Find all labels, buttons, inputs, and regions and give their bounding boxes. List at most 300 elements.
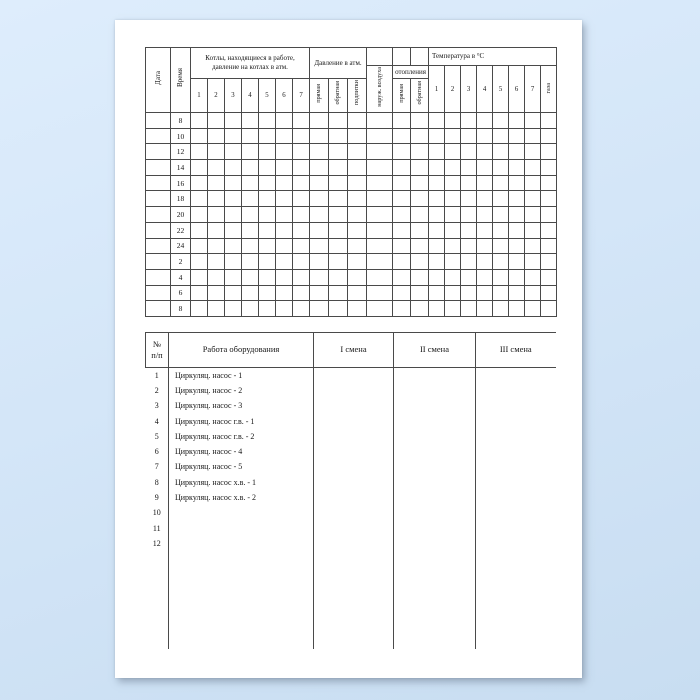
- heating-group-header: отопления: [393, 66, 429, 79]
- equipment-name: Циркуляц. насос х.в. - 1: [169, 475, 314, 490]
- log-entry-cell: [525, 191, 541, 207]
- log-entry-cell: [191, 160, 208, 176]
- log-entry-cell: [208, 191, 225, 207]
- log-entry-cell: [411, 175, 429, 191]
- date-cell: [146, 175, 171, 191]
- log-entry-cell: [429, 175, 445, 191]
- log-entry-cell: [276, 144, 293, 160]
- log-entry-cell: [276, 113, 293, 129]
- log-entry-cell: [293, 144, 310, 160]
- log-row: [146, 113, 557, 129]
- time-cell: 8: [171, 301, 191, 317]
- boiler-log-table: [145, 47, 557, 317]
- log-entry-cell: [208, 144, 225, 160]
- log-entry-cell: [191, 207, 208, 223]
- equipment-name: Циркуляц. насос - 1: [169, 368, 314, 383]
- date-cell: [146, 207, 171, 223]
- log-entry-cell: [276, 207, 293, 223]
- log-entry-cell: [411, 301, 429, 317]
- log-entry-cell: [276, 269, 293, 285]
- log-entry-cell: [393, 160, 411, 176]
- log-entry-cell: [191, 285, 208, 301]
- shift-2-cell: [394, 444, 476, 459]
- log-entry-cell: [461, 128, 477, 144]
- log-entry-cell: [393, 238, 411, 254]
- log-entry-cell: [329, 128, 348, 144]
- log-entry-cell: [348, 128, 367, 144]
- log-entry-cell: [493, 301, 509, 317]
- log-entry-cell: [348, 144, 367, 160]
- row-number-header: № п/п: [146, 333, 169, 368]
- log-entry-cell: [525, 144, 541, 160]
- equipment-name: Циркуляц. насос - 2: [169, 383, 314, 398]
- shift-2-cell: [394, 490, 476, 505]
- time-cell: 16: [171, 175, 191, 191]
- log-entry-cell: [493, 222, 509, 238]
- time-cell: 4: [171, 269, 191, 285]
- log-entry-cell: [493, 254, 509, 270]
- date-cell: [146, 191, 171, 207]
- log-entry-cell: [208, 113, 225, 129]
- date-cell: [146, 269, 171, 285]
- log-entry-cell: [310, 269, 329, 285]
- shift-1-cell: [314, 368, 394, 383]
- log-entry-cell: [541, 113, 557, 129]
- log-entry-cell: [429, 207, 445, 223]
- log-entry-cell: [310, 207, 329, 223]
- log-entry-cell: [541, 285, 557, 301]
- log-entry-cell: [477, 160, 493, 176]
- log-entry-cell: [348, 254, 367, 270]
- log-entry-cell: [242, 113, 259, 129]
- log-entry-cell: [191, 128, 208, 144]
- log-entry-cell: [367, 175, 393, 191]
- log-entry-cell: [509, 222, 525, 238]
- log-entry-cell: [493, 207, 509, 223]
- log-entry-cell: [208, 238, 225, 254]
- equipment-row: [146, 444, 556, 459]
- log-entry-cell: [225, 238, 242, 254]
- log-entry-cell: [276, 254, 293, 270]
- log-entry-cell: [259, 301, 276, 317]
- log-entry-cell: [525, 160, 541, 176]
- log-entry-cell: [329, 285, 348, 301]
- log-entry-cell: [225, 160, 242, 176]
- row-number: 4: [146, 413, 169, 428]
- log-entry-cell: [293, 301, 310, 317]
- log-entry-cell: [259, 191, 276, 207]
- log-entry-cell: [259, 269, 276, 285]
- outdoor-air-header: наруж. воздуха: [367, 66, 393, 113]
- equipment-name: [169, 505, 314, 520]
- log-entry-cell: [310, 222, 329, 238]
- log-entry-cell: [393, 191, 411, 207]
- log-entry-cell: [276, 238, 293, 254]
- log-entry-cell: [310, 254, 329, 270]
- log-entry-cell: [191, 254, 208, 270]
- shift-2-header: II смена: [394, 333, 476, 368]
- row-number: 1: [146, 368, 169, 383]
- log-entry-cell: [310, 175, 329, 191]
- log-entry-cell: [225, 254, 242, 270]
- time-cell: 12: [171, 144, 191, 160]
- log-entry-cell: [242, 128, 259, 144]
- log-entry-cell: [493, 175, 509, 191]
- shift-2-cell: [394, 429, 476, 444]
- log-entry-cell: [191, 301, 208, 317]
- log-entry-cell: [329, 191, 348, 207]
- log-entry-cell: [348, 160, 367, 176]
- shift-1-cell: [314, 398, 394, 413]
- log-entry-cell: [242, 191, 259, 207]
- log-entry-cell: [509, 207, 525, 223]
- log-entry-cell: [509, 269, 525, 285]
- log-entry-cell: [525, 238, 541, 254]
- log-header-row-1: [146, 48, 557, 66]
- date-cell: [146, 113, 171, 129]
- time-cell: 24: [171, 238, 191, 254]
- log-entry-cell: [259, 285, 276, 301]
- shift-3-cell: [476, 459, 556, 474]
- row-number: 12: [146, 536, 169, 551]
- log-entry-cell: [429, 222, 445, 238]
- log-entry-cell: [393, 222, 411, 238]
- log-row: [146, 144, 557, 160]
- shift-1-cell: [314, 383, 394, 398]
- equipment-row: [146, 383, 556, 398]
- time-cell: 18: [171, 191, 191, 207]
- log-entry-cell: [509, 254, 525, 270]
- log-entry-cell: [509, 144, 525, 160]
- log-entry-cell: [329, 269, 348, 285]
- log-entry-cell: [445, 254, 461, 270]
- log-entry-cell: [242, 301, 259, 317]
- log-entry-cell: [225, 144, 242, 160]
- log-entry-cell: [493, 191, 509, 207]
- log-entry-cell: [348, 285, 367, 301]
- log-entry-cell: [461, 175, 477, 191]
- log-entry-cell: [367, 207, 393, 223]
- log-entry-cell: [411, 207, 429, 223]
- log-entry-cell: [293, 175, 310, 191]
- log-entry-cell: [329, 113, 348, 129]
- log-entry-cell: [225, 301, 242, 317]
- boiler-col-1: 1: [191, 79, 208, 113]
- log-row: [146, 222, 557, 238]
- empty-cell: [169, 551, 314, 649]
- log-entry-cell: [367, 238, 393, 254]
- date-cell: [146, 222, 171, 238]
- log-entry-cell: [445, 191, 461, 207]
- log-entry-cell: [225, 285, 242, 301]
- row-number: 3: [146, 398, 169, 413]
- log-entry-cell: [310, 160, 329, 176]
- equipment-body: [146, 368, 556, 650]
- log-entry-cell: [276, 191, 293, 207]
- spacer-cell: [411, 48, 429, 66]
- log-entry-cell: [329, 301, 348, 317]
- log-entry-cell: [367, 160, 393, 176]
- log-entry-cell: [477, 144, 493, 160]
- temp-col-1: 1: [429, 66, 445, 113]
- log-entry-cell: [276, 222, 293, 238]
- log-entry-cell: [225, 269, 242, 285]
- log-entry-cell: [393, 207, 411, 223]
- log-entry-cell: [461, 144, 477, 160]
- log-entry-cell: [242, 254, 259, 270]
- row-number: 5: [146, 429, 169, 444]
- time-cell: 6: [171, 285, 191, 301]
- pressure-return-header: обратная: [329, 79, 348, 113]
- log-entry-cell: [259, 144, 276, 160]
- shift-3-cell: [476, 413, 556, 428]
- log-entry-cell: [477, 175, 493, 191]
- log-entry-cell: [509, 175, 525, 191]
- log-entry-cell: [411, 222, 429, 238]
- log-entry-cell: [293, 285, 310, 301]
- log-entry-cell: [393, 113, 411, 129]
- shift-1-header: I смена: [314, 333, 394, 368]
- log-entry-cell: [445, 175, 461, 191]
- log-entry-cell: [541, 160, 557, 176]
- log-entry-cell: [445, 301, 461, 317]
- log-entry-cell: [191, 191, 208, 207]
- log-entry-cell: [310, 301, 329, 317]
- log-entry-cell: [411, 144, 429, 160]
- log-entry-cell: [393, 128, 411, 144]
- shift-1-cell: [314, 413, 394, 428]
- log-entry-cell: [191, 222, 208, 238]
- log-entry-cell: [393, 254, 411, 270]
- shift-2-cell: [394, 413, 476, 428]
- log-entry-cell: [445, 160, 461, 176]
- log-entry-cell: [541, 222, 557, 238]
- shift-3-header: III смена: [476, 333, 556, 368]
- log-entry-cell: [225, 207, 242, 223]
- log-entry-cell: [525, 269, 541, 285]
- log-row: [146, 207, 557, 223]
- log-entry-cell: [445, 128, 461, 144]
- log-entry-cell: [509, 128, 525, 144]
- log-entry-cell: [461, 113, 477, 129]
- temp-col-5: 5: [493, 66, 509, 113]
- pressure-makeup-header: подпитки: [348, 79, 367, 113]
- log-entry-cell: [445, 238, 461, 254]
- log-entry-cell: [461, 160, 477, 176]
- log-row: [146, 128, 557, 144]
- log-entry-cell: [259, 175, 276, 191]
- shift-1-cell: [314, 444, 394, 459]
- heating-return-header: обратная: [411, 79, 429, 113]
- log-entry-cell: [509, 238, 525, 254]
- log-entry-cell: [242, 175, 259, 191]
- log-entry-cell: [541, 238, 557, 254]
- equipment-row: [146, 536, 556, 551]
- log-entry-cell: [259, 128, 276, 144]
- log-entry-cell: [225, 191, 242, 207]
- equipment-name: Циркуляц. насос х.в. - 2: [169, 490, 314, 505]
- time-cell: 10: [171, 128, 191, 144]
- log-entry-cell: [310, 238, 329, 254]
- log-entry-cell: [477, 222, 493, 238]
- log-entry-cell: [445, 285, 461, 301]
- log-entry-cell: [509, 285, 525, 301]
- log-entry-cell: [509, 113, 525, 129]
- shift-2-cell: [394, 505, 476, 520]
- boiler-col-7: 7: [293, 79, 310, 113]
- log-entry-cell: [477, 254, 493, 270]
- shift-1-cell: [314, 536, 394, 551]
- log-entry-cell: [429, 269, 445, 285]
- log-entry-cell: [509, 301, 525, 317]
- date-cell: [146, 160, 171, 176]
- log-entry-cell: [208, 207, 225, 223]
- log-entry-cell: [329, 222, 348, 238]
- shift-3-cell: [476, 444, 556, 459]
- time-cell: 2: [171, 254, 191, 270]
- log-entry-cell: [525, 207, 541, 223]
- equipment-row: [146, 413, 556, 428]
- log-entry-cell: [242, 144, 259, 160]
- log-entry-cell: [429, 285, 445, 301]
- log-entry-cell: [461, 207, 477, 223]
- shift-1-cell: [314, 429, 394, 444]
- log-entry-cell: [329, 238, 348, 254]
- log-entry-cell: [541, 191, 557, 207]
- log-entry-cell: [348, 301, 367, 317]
- log-entry-cell: [293, 191, 310, 207]
- paper-sheet: [115, 20, 582, 678]
- date-cell: [146, 144, 171, 160]
- log-entry-cell: [310, 128, 329, 144]
- shift-1-cell: [314, 490, 394, 505]
- spacer-cell: [393, 48, 411, 66]
- log-entry-cell: [477, 301, 493, 317]
- equipment-name: Циркуляц. насос - 3: [169, 398, 314, 413]
- equipment-row: [146, 429, 556, 444]
- shift-2-cell: [394, 475, 476, 490]
- log-entry-cell: [329, 254, 348, 270]
- log-entry-cell: [525, 285, 541, 301]
- equipment-name: [169, 520, 314, 535]
- log-entry-cell: [329, 160, 348, 176]
- equipment-row: [146, 475, 556, 490]
- log-entry-cell: [429, 113, 445, 129]
- log-entry-cell: [525, 254, 541, 270]
- log-entry-cell: [367, 113, 393, 129]
- log-entry-cell: [525, 175, 541, 191]
- log-row: [146, 160, 557, 176]
- equipment-header-row: [146, 333, 556, 368]
- equipment-row: [146, 505, 556, 520]
- log-entry-cell: [367, 285, 393, 301]
- row-number: 6: [146, 444, 169, 459]
- log-entry-cell: [259, 222, 276, 238]
- log-entry-cell: [208, 175, 225, 191]
- log-entry-cell: [477, 285, 493, 301]
- log-entry-cell: [477, 113, 493, 129]
- empty-cell: [146, 551, 169, 649]
- log-row: [146, 301, 557, 317]
- log-entry-cell: [393, 269, 411, 285]
- log-entry-cell: [541, 301, 557, 317]
- log-entry-cell: [493, 160, 509, 176]
- log-entry-cell: [276, 301, 293, 317]
- shift-1-cell: [314, 505, 394, 520]
- date-column-header: Дата: [146, 48, 171, 113]
- log-entry-cell: [477, 269, 493, 285]
- equipment-work-header: Работа оборудования: [169, 333, 314, 368]
- equipment-row: [146, 490, 556, 505]
- boilers-group-header: Котлы, находящиеся в работе, давление на котлах в атм.: [191, 48, 310, 79]
- shift-3-cell: [476, 520, 556, 535]
- log-entry-cell: [525, 113, 541, 129]
- time-cell: 20: [171, 207, 191, 223]
- log-entry-cell: [541, 269, 557, 285]
- log-entry-cell: [429, 254, 445, 270]
- log-entry-cell: [541, 144, 557, 160]
- log-entry-cell: [411, 191, 429, 207]
- log-entry-cell: [191, 269, 208, 285]
- log-entry-cell: [509, 191, 525, 207]
- log-entry-cell: [411, 254, 429, 270]
- log-entry-cell: [225, 113, 242, 129]
- log-entry-cell: [367, 128, 393, 144]
- log-entry-cell: [293, 160, 310, 176]
- log-entry-cell: [429, 238, 445, 254]
- log-entry-cell: [329, 175, 348, 191]
- log-entry-cell: [367, 144, 393, 160]
- log-entry-cell: [208, 301, 225, 317]
- log-entry-cell: [477, 238, 493, 254]
- log-entry-cell: [541, 254, 557, 270]
- equipment-name: Циркуляц. насос - 4: [169, 444, 314, 459]
- equipment-row: [146, 398, 556, 413]
- log-entry-cell: [293, 238, 310, 254]
- log-entry-cell: [348, 269, 367, 285]
- log-entry-cell: [445, 207, 461, 223]
- log-row: [146, 269, 557, 285]
- spacer-cell: [367, 48, 393, 66]
- log-entry-cell: [259, 207, 276, 223]
- pressure-group-header: Давление в атм.: [310, 48, 367, 79]
- empty-cell: [314, 551, 394, 649]
- log-entry-cell: [429, 128, 445, 144]
- time-cell: 14: [171, 160, 191, 176]
- log-entry-cell: [461, 254, 477, 270]
- log-entry-cell: [225, 222, 242, 238]
- empty-cell: [394, 551, 476, 649]
- log-entry-cell: [348, 222, 367, 238]
- log-entry-cell: [191, 175, 208, 191]
- date-cell: [146, 301, 171, 317]
- log-entry-cell: [348, 207, 367, 223]
- log-entry-cell: [348, 175, 367, 191]
- log-entry-cell: [461, 285, 477, 301]
- log-entry-cell: [348, 191, 367, 207]
- temperature-group-header: Температура в °С: [429, 48, 557, 66]
- shift-3-cell: [476, 398, 556, 413]
- log-entry-cell: [493, 269, 509, 285]
- row-number: 10: [146, 505, 169, 520]
- log-row: [146, 175, 557, 191]
- shift-3-cell: [476, 383, 556, 398]
- time-cell: 8: [171, 113, 191, 129]
- log-entry-cell: [276, 285, 293, 301]
- log-entry-cell: [242, 222, 259, 238]
- gas-column-header: газа: [541, 66, 557, 113]
- log-entry-cell: [191, 238, 208, 254]
